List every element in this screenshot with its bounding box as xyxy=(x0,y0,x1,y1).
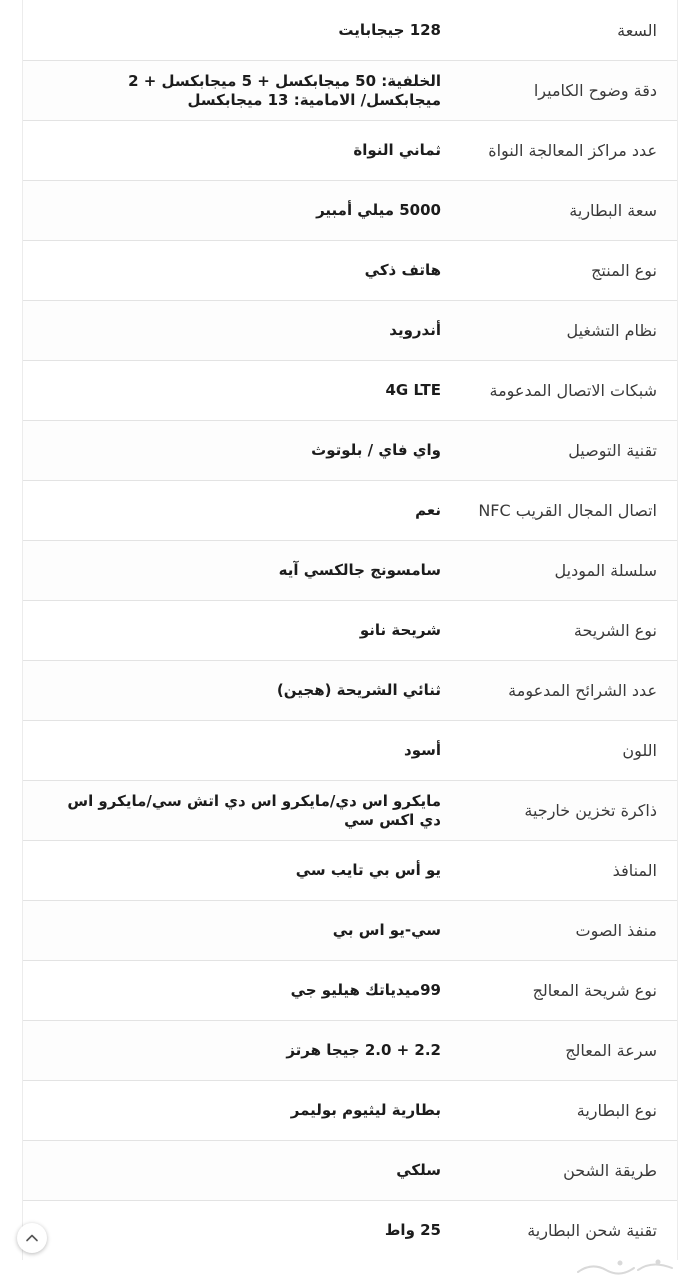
spec-row xyxy=(23,300,677,360)
spec-label: اللون xyxy=(622,741,657,760)
spec-label: المنافذ xyxy=(612,861,657,880)
spec-value: الخلفية: 50 ميجابكسل + 5 ميجابكسل + 2 ميجابكسل/ الامامية: 13 ميجابكسل xyxy=(128,71,441,109)
spec-value: 128 جيجابايت xyxy=(338,20,441,39)
spec-row xyxy=(23,780,677,840)
spec-label: نوع البطارية xyxy=(576,1101,657,1120)
spec-row xyxy=(23,540,677,600)
spec-value: هاتف ذكي xyxy=(364,261,441,279)
spec-label: تقنية شحن البطارية xyxy=(527,1221,657,1240)
spec-row xyxy=(23,960,677,1020)
spec-label: اتصال المجال القريب NFC xyxy=(478,501,657,520)
spec-value: أسود xyxy=(404,741,441,759)
spec-row xyxy=(23,360,677,420)
spec-row xyxy=(23,1200,677,1260)
chevron-up-icon xyxy=(25,1231,39,1245)
spec-row xyxy=(23,240,677,300)
spec-label: عدد مراكز المعالجة النواة xyxy=(488,141,657,160)
spec-label: منفذ الصوت xyxy=(575,921,657,940)
spec-value: 4G LTE xyxy=(385,381,441,399)
spec-value: سامسونج جالكسي آيه xyxy=(278,561,441,579)
spec-label: سعة البطارية xyxy=(569,201,657,220)
spec-value: ثنائي الشريحة (هجين) xyxy=(276,681,441,699)
spec-label: نظام التشغيل xyxy=(566,321,657,340)
spec-value: أندرويد xyxy=(389,321,441,339)
spec-label: عدد الشرائح المدعومة xyxy=(508,681,657,700)
spec-row xyxy=(23,60,677,120)
spec-label: شبكات الاتصال المدعومة xyxy=(489,381,657,400)
spec-label: نوع المنتج xyxy=(591,261,657,280)
spec-row xyxy=(23,0,677,60)
spec-row xyxy=(23,900,677,960)
spec-row xyxy=(23,1140,677,1200)
spec-row xyxy=(23,420,677,480)
spec-label: نوع الشريحة xyxy=(573,621,657,640)
spec-value: نعم xyxy=(415,501,441,519)
spec-value: شريحة نانو xyxy=(359,621,441,639)
spec-label: سلسلة الموديل xyxy=(554,561,657,580)
spec-row xyxy=(23,660,677,720)
spec-value: يو أس بي تايب سي xyxy=(295,861,441,879)
spec-label: تقنية التوصيل xyxy=(568,441,657,460)
specifications-table xyxy=(22,0,678,1260)
spec-value: ثماني النواة xyxy=(353,141,441,159)
spec-label: نوع شريحة المعالج xyxy=(532,981,657,1000)
spec-row xyxy=(23,1080,677,1140)
scroll-to-top-button[interactable] xyxy=(17,1223,47,1253)
spec-value: مايكرو اس دي/مايكرو اس دي اتش سي/مايكرو اس دي اكس سي xyxy=(67,791,441,829)
spec-label: السعة xyxy=(617,20,657,40)
spec-value: بطارية ليثيوم بوليمر xyxy=(290,1101,441,1119)
spec-row xyxy=(23,840,677,900)
watermark-logo xyxy=(572,1256,682,1278)
spec-row xyxy=(23,120,677,180)
spec-row xyxy=(23,480,677,540)
spec-label: دقة وضوح الكاميرا xyxy=(533,81,657,100)
spec-value: سي-يو اس بي xyxy=(332,921,441,939)
spec-value: 5000 ميلي أمبير xyxy=(316,201,441,219)
spec-value: سلكي xyxy=(396,1161,441,1179)
spec-row xyxy=(23,180,677,240)
spec-label: ذاكرة تخزين خارجية xyxy=(524,801,657,820)
spec-value: 25 واط xyxy=(384,1221,441,1239)
spec-row xyxy=(23,720,677,780)
spec-value: 99ميدياتك هيليو جي xyxy=(290,981,441,999)
spec-row xyxy=(23,600,677,660)
spec-value: واي فاي / بلوتوث xyxy=(311,441,441,459)
spec-row xyxy=(23,1020,677,1080)
spec-label: طريقة الشحن xyxy=(563,1161,657,1180)
spec-value: 2.2 + 2.0 جيجا هرتز xyxy=(286,1041,441,1059)
spec-label: سرعة المعالج xyxy=(565,1041,657,1060)
